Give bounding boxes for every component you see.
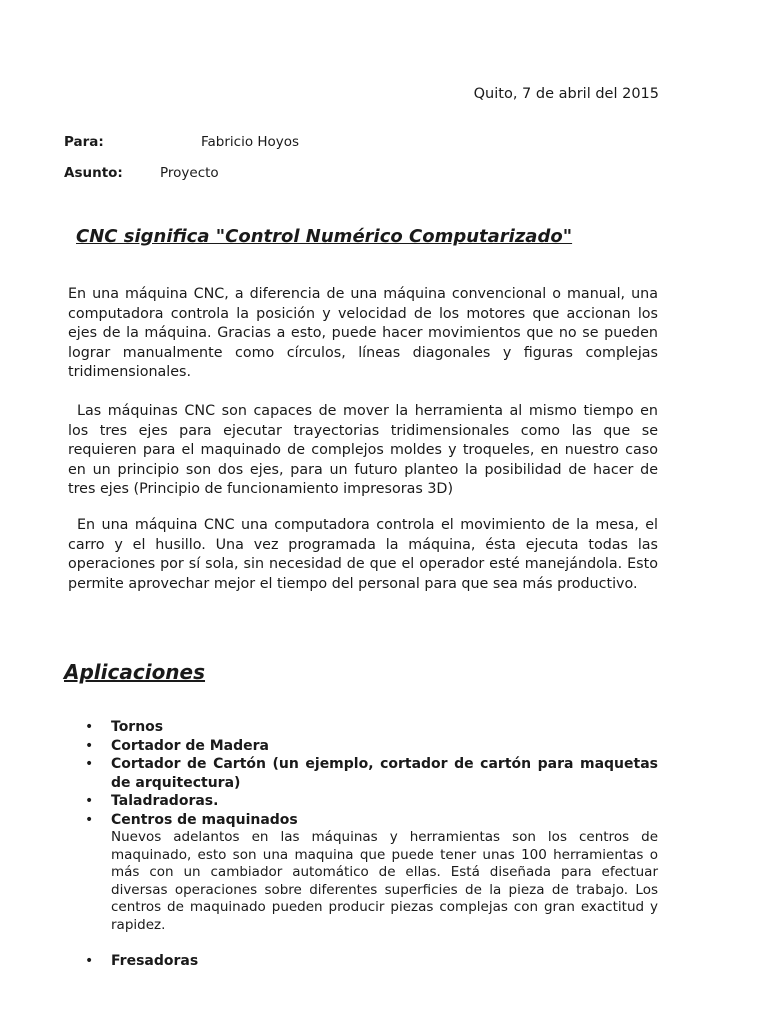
bullet-icon: • — [85, 952, 94, 969]
list-item — [83, 792, 658, 811]
bullet-icon: • — [85, 737, 94, 754]
bullet-icon: • — [85, 811, 94, 828]
body-paragraph: Las máquinas CNC son capaces de mover la herramienta al mismo tiempo en los tres ejes para ejecutar trayectorias tridimensionales como las que se requieren para el maquinado de complejos moldes y troqueles, en nuestro caso en un principio son dos ejes, para un futuro planteo la posibilidad de hacer de tres ejes (Principio de funcionamiento impresoras 3D) — [68, 403, 658, 498]
list-item-description: Nuevos adelantos en las máquinas y herramientas son los centros de maquinado, esto son una maquina que puede tener unas 100 herramientas o más con un cambiador automático de ellas. Está diseñada para efectuar diversas operaciones sobre diferentes superficies de la pieza de trabajo. Los centros de maquinado pueden producir piezas complejas con gran exactitud y rapidez. — [111, 829, 658, 933]
subject-label: Asunto: — [64, 165, 123, 181]
recipient-name: Fabricio Hoyos — [201, 134, 300, 150]
list-item — [83, 811, 658, 935]
bullet-icon: • — [85, 793, 94, 809]
list-item-label: Cortador de Madera — [111, 737, 269, 754]
recipient-row — [64, 134, 300, 150]
list-item-label: Centros de maquinados — [111, 811, 298, 828]
subject-value: Proyecto — [160, 165, 219, 181]
list-item-label: Fresadoras — [111, 952, 199, 969]
document-title: CNC significa "Control Numérico Computarizado" — [76, 226, 573, 247]
list-item — [83, 952, 658, 971]
subject-row — [64, 165, 219, 181]
body-paragraph: En una máquina CNC una computadora controla el movimiento de la mesa, el carro y el husillo. Una vez programada la máquina, ésta ejecuta todas las operaciones por sí sola, sin necesidad de que el operador esté manejándola. Esto permite aprovechar mejor el tiempo del personal para que sea más productivo. — [68, 517, 658, 592]
list-item — [83, 718, 658, 737]
applications-list — [83, 718, 658, 970]
body-paragraph: En una máquina CNC, a diferencia de una máquina convencional o manual, una computadora controla la posición y velocidad de los motores que accionan los ejes de la máquina. Gracias a esto, puede hacer movimientos que no se pueden lograr manualmente como círculos, líneas diagonales y figuras complejas tridimensionales. — [68, 286, 658, 381]
date-line: Quito, 7 de abril del 2015 — [473, 86, 659, 102]
list-item — [83, 755, 658, 792]
list-item — [83, 737, 658, 756]
recipient-label: Para: — [64, 134, 104, 150]
bullet-icon: • — [85, 756, 94, 772]
bullet-icon: • — [85, 719, 94, 735]
list-item-label: Cortador de Cartón (un ejemplo, cortador de cartón para maquetas de arquitectura) — [111, 756, 658, 791]
list-item-label: Taladradoras. — [111, 793, 219, 809]
applications-heading: Aplicaciones — [64, 660, 206, 684]
list-item-label: Tornos — [111, 719, 164, 735]
